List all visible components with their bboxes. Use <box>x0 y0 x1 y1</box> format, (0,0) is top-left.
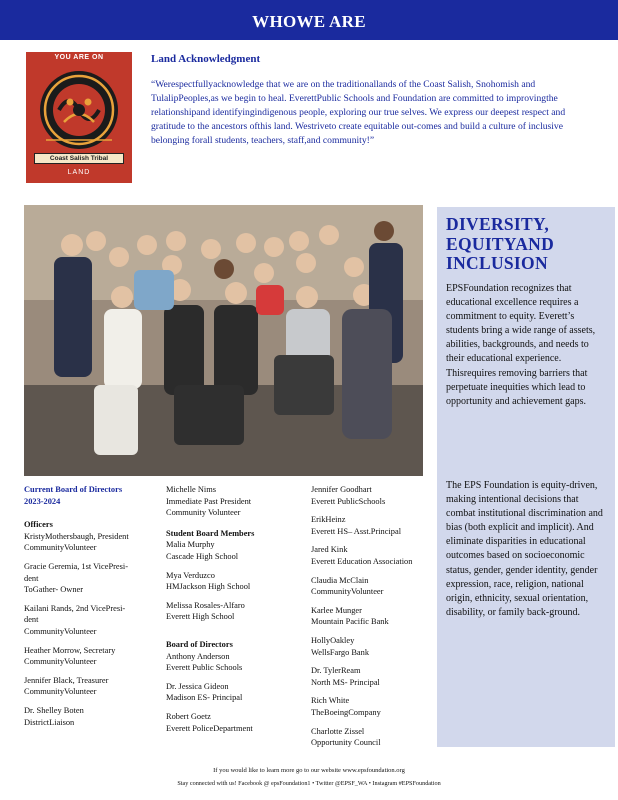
director-entry <box>311 635 435 658</box>
officer-name: Kailani Rands, 2nd VicePresi- <box>24 603 126 613</box>
board-column-1 <box>24 484 156 728</box>
director-org: TheBoeingCompany <box>311 707 381 717</box>
past-president-role: Immediate Past President <box>166 496 252 506</box>
director-name: Robert Goetz <box>166 711 211 721</box>
officers-heading: Officers <box>24 520 53 530</box>
student-name: Mya Verduzco <box>166 570 215 580</box>
director-name: Dr. TylerReam <box>311 666 361 676</box>
board-column-2 <box>166 484 306 734</box>
director-entry <box>311 575 435 598</box>
director-org: Everett Public Schools <box>166 663 243 673</box>
officer-entry <box>24 531 156 554</box>
student-name: Malia Murphy <box>166 540 215 550</box>
group-photo <box>24 205 423 476</box>
director-name: Karlee Munger <box>311 605 362 615</box>
director-name: Dr. Jessica Gideon <box>166 681 229 691</box>
officer-entry <box>24 561 156 596</box>
officer-name: Gracie Geremia, 1st VicePresi- <box>24 561 128 571</box>
officer-org: CommunityVolunteer <box>24 657 97 667</box>
dei-paragraph-1: EPSFoundation recognizes that educational excellence requires a commitment to equity. Everett’s students bring a wide range of assets, abilities, backgrounds, and needs to their educational experience. Thisrequires removing barriers that perpetuate inequities which lead to opportunity and achievement gaps. <box>446 283 596 407</box>
student-school: Cascade High School <box>166 551 239 561</box>
director-entry <box>311 484 435 507</box>
director-org: CommunityVolunteer <box>311 587 384 597</box>
director-name: Claudia McClain <box>311 575 369 585</box>
director-name: HollyOakley <box>311 635 355 645</box>
director-org: WellsFargo Bank <box>311 647 370 657</box>
poster-top-text: YOU ARE ON <box>54 54 104 61</box>
director-org: Everett HS– Asst.Principal <box>311 526 402 536</box>
officer-name-continued: dent <box>24 615 39 625</box>
officer-name: Heather Morrow, Secretary <box>24 645 116 655</box>
student-entry <box>166 539 306 562</box>
land-acknowledgment-heading: Land Acknowledgment <box>151 53 261 65</box>
dei-title: DIVERSITY, EQUITYAND INCLUSION <box>446 214 555 273</box>
student-name: Melissa Rosales-Alfaro <box>166 600 245 610</box>
director-entry <box>311 544 435 567</box>
officer-org: DistrictLiaison <box>24 717 75 727</box>
director-name: ErikHeinz <box>311 515 346 525</box>
directors-heading: Board of Directors <box>166 639 233 649</box>
past-president-name: Michelle Nims <box>166 485 217 494</box>
officer-entry <box>24 603 156 638</box>
student-members-heading: Student Board Members <box>166 528 255 538</box>
board-heading-line2: 2023-2024 <box>24 496 61 506</box>
student-school: Everett High School <box>166 612 235 622</box>
student-entry <box>166 600 306 623</box>
director-entry <box>166 681 306 704</box>
director-org: Everett Education Association <box>311 556 413 566</box>
director-name: Charlotte Zissel <box>311 726 365 736</box>
group-photo-illustration <box>24 205 423 476</box>
director-org: Madison ES- Principal <box>166 693 243 703</box>
dei-paragraph-2: The EPS Foundation is equity-driven, making intentional decisions that combat institutional discrimination and bias (both explicit and implicit). And eliminate disparities in educational outcomes based on socioeconomic status, gender, gender identity, gender expression, race, religion, national origin, ethnicity, sexual orientation, disability, or family back-ground. <box>446 480 603 618</box>
director-entry <box>311 726 435 749</box>
officer-org: CommunityVolunteer <box>24 687 97 697</box>
land-acknowledgment-poster <box>26 52 132 183</box>
director-name: Jared Kink <box>311 545 348 555</box>
officer-name-continued: dent <box>24 573 39 583</box>
director-entry <box>166 711 306 734</box>
director-entry <box>311 605 435 628</box>
footer-website-line: If you would like to learn more go to our website www.epsfoundation.org <box>213 767 405 774</box>
director-name: Anthony Anderson <box>166 651 230 661</box>
officer-entry <box>24 675 156 698</box>
director-org: Mountain Pacific Bank <box>311 617 389 627</box>
board-heading-line1: Current Board of Directors <box>24 485 123 494</box>
student-school: HMJackson High School <box>166 582 251 592</box>
director-entry <box>166 651 306 674</box>
past-president-org: Community Volunteer <box>166 508 241 518</box>
director-org: Everett PublicSchools <box>311 496 386 506</box>
officer-entry <box>24 645 156 668</box>
officer-name: Jennifer Black, Treasurer <box>24 675 109 685</box>
officer-org: ToGather- Owner <box>24 585 84 595</box>
page-title: WHOWE ARE <box>252 12 366 31</box>
student-entry <box>166 570 306 593</box>
land-acknowledgment-text: “Werespectfullyacknowledge that we are on the traditionallands of the Coast Salish, Snohomish and TulalipPeoples,as we begin to heal. EverettPublic Schools and Foundation are committed to improvingthe relationshipand identifyingindigenous people, exploring our true selves. We express our deepest respect and gratitude to the ancestors ofthis land. Westriveto create equitable out-comes and build a culture of inclusive belonging forall students, teachers, staff,and community!” <box>151 79 566 147</box>
board-column-3 <box>311 484 435 749</box>
officer-name: Dr. Shelley Boten <box>24 705 84 715</box>
footer-social-line: Stay connected with us! Facebook @ epsFoundation1 • Twitter @EPSF_WA • Instagram #EPSFoundation <box>177 780 441 787</box>
poster-bottom-text: LAND <box>67 169 91 176</box>
director-name: Rich White <box>311 696 350 706</box>
director-entry <box>311 695 435 718</box>
officer-entry <box>24 705 156 728</box>
director-entry <box>311 514 435 537</box>
officer-org: CommunityVolunteer <box>24 626 97 636</box>
director-entry <box>311 665 435 688</box>
poster-band-text: Coast Salish Tribal <box>34 153 124 164</box>
officer-name: KristyMothersbaugh, President <box>24 531 129 541</box>
officer-org: CommunityVolunteer <box>24 543 97 553</box>
director-org: Opportunity Council <box>311 738 381 748</box>
director-name: Jennifer Goodhart <box>311 485 372 494</box>
director-org: Everett PoliceDepartment <box>166 723 253 733</box>
director-org: North MS- Principal <box>311 677 380 687</box>
past-president-entry <box>166 484 306 519</box>
